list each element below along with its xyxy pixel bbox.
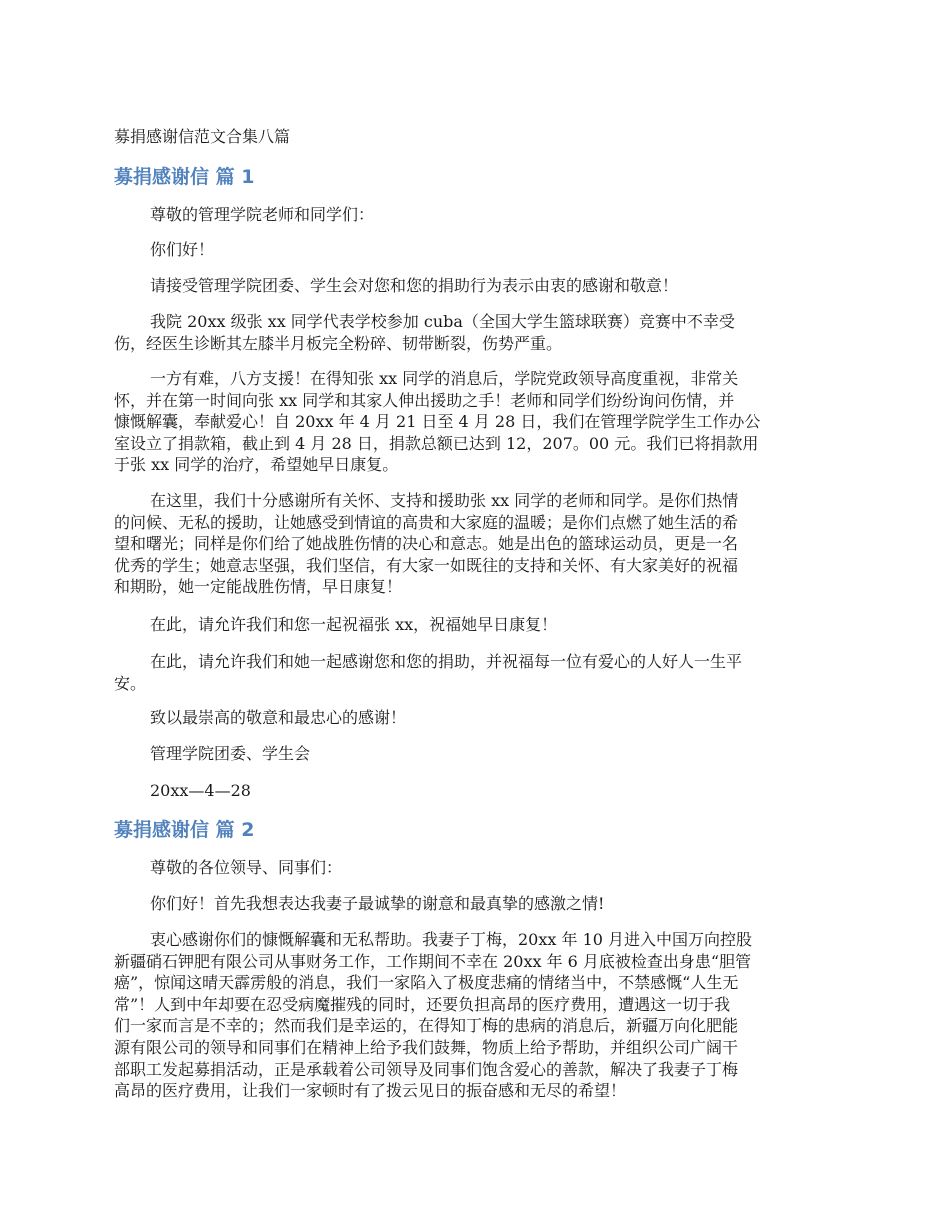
section-heading: 募捐感谢信 篇 2 [114, 819, 255, 841]
text-line: 管理学院团委、学生会 [150, 744, 311, 763]
paragraph [114, 368, 838, 476]
document-title: 募捐感谢信范文合集八篇 [114, 127, 291, 146]
text-line: 部职工发起募捐活动，正是承载着公司领导及同事们饱含爱心的善款，解决了我妻子丁梅 [114, 1059, 739, 1079]
text-line: 常”！人到中年却要在忍受病魔摧残的同时，还要负担高昂的医疗费用，遭遇这一切于我 [114, 994, 731, 1014]
text-line: 室设立了捐款箱，截止到 4 月 28 日，捐款总额已达到 12，207。00 元。我们已将捐款用 [114, 433, 759, 453]
text-line: 在这里，我们十分感谢所有关怀、支持和援助张 xx 同学的老师和同学。是你们热情 [150, 491, 739, 510]
text-line: 新疆硝石钾肥有限公司从事财务工作，工作期间不幸在 20xx 年 6 月底被检查出身患“胆管 [114, 951, 752, 971]
paragraph [114, 614, 838, 636]
text-line: 你们好！首先我想表达我妻子最诚挚的谢意和最真挚的感激之情! [150, 894, 605, 913]
text-line: 尊敬的管理学院老师和同学们： [150, 205, 375, 224]
text-line: 一方有难，八方支援！在得知张 xx 同学的消息后，学院党政领导高度重视，非常关 [150, 369, 739, 388]
paragraph [114, 275, 838, 297]
text-line: 尊敬的各位领导、同事们： [150, 858, 343, 877]
text-line: 慷慨解囊，奉献爱心！自 20xx 年 4 月 21 日至 4 月 28 日，我们在管理学院学生工作办公 [114, 412, 761, 432]
greeting [114, 239, 838, 261]
text-line: 我院 20xx 级张 xx 同学代表学校参加 cuba（全国大学生篮球联赛）竞赛中不幸受 [150, 312, 735, 331]
section-heading: 募捐感谢信 篇 1 [114, 166, 255, 188]
text-line: 优秀的学生；她意志坚强，我们坚信，有大家一如既往的支持和关怀、有大家美好的祝福 [114, 555, 739, 575]
text-line: 致以最崇高的敬意和最忠心的感谢！ [150, 708, 407, 727]
text-line: 癌”，惊闻这晴天霹雳般的消息，我们一家陷入了极度悲痛的情绪当中，不禁感慨“人生无 [114, 973, 739, 993]
paragraph [114, 490, 838, 598]
text-line: 怀，并在第一时间向张 xx 同学和其家人伸出援助之手！老师和同学们纷纷询问伤情，并 [114, 390, 735, 410]
text-line: 衷心感谢你们的慷慨解囊和无私帮助。我妻子丁梅，20xx 年 10 月进入中国万向控股 [150, 930, 753, 949]
text-line: 在此，请允许我们和您一起祝福张 xx，祝福她早日康复！ [150, 615, 558, 634]
text-line: 望和曙光；同样是你们给了她战胜伤情的决心和意志。她是出色的篮球运动员，更是一名 [114, 534, 739, 554]
paragraph [114, 651, 838, 694]
text-line: 源有限公司的领导和同事们在精神上给予我们鼓舞，物质上给予帮助，并组织公司广阔干 [114, 1037, 739, 1057]
date [114, 780, 838, 802]
text-line: 安。 [114, 673, 147, 693]
paragraph [114, 929, 838, 1102]
text-line: 20xx—4—28 [150, 781, 251, 800]
paragraph [114, 311, 838, 354]
text-line: 高昂的医疗费用，让我们一家顿时有了拨云见日的振奋感和无尽的希望！ [114, 1081, 627, 1101]
text-line: 请接受管理学院团委、学生会对您和您的捐助行为表示由衷的感谢和敬意！ [150, 276, 679, 295]
greeting [114, 893, 838, 915]
signature [114, 743, 838, 765]
salutation [114, 857, 838, 879]
text-line: 你们好！ [150, 240, 215, 259]
text-line: 伤，经医生诊断其左膝半月板完全粉碎、韧带断裂，伤势严重。 [114, 333, 563, 353]
salutation [114, 204, 838, 226]
text-line: 们一家而言是不幸的；然而我们是幸运的，在得知丁梅的患病的消息后，新疆万向化肥能 [114, 1016, 739, 1036]
text-line: 和期盼，她一定能战胜伤情，早日康复！ [114, 577, 403, 597]
closing-line [114, 707, 838, 729]
text-line: 的问候、无私的援助，让她感受到情谊的高贵和大家庭的温暖；是你们点燃了她生活的希 [114, 512, 739, 532]
text-line: 于张 xx 同学的治疗，希望她早日康复。 [114, 455, 399, 475]
text-line: 在此，请允许我们和她一起感谢您和您的捐助，并祝福每一位有爱心的人好人一生平 [150, 652, 743, 671]
